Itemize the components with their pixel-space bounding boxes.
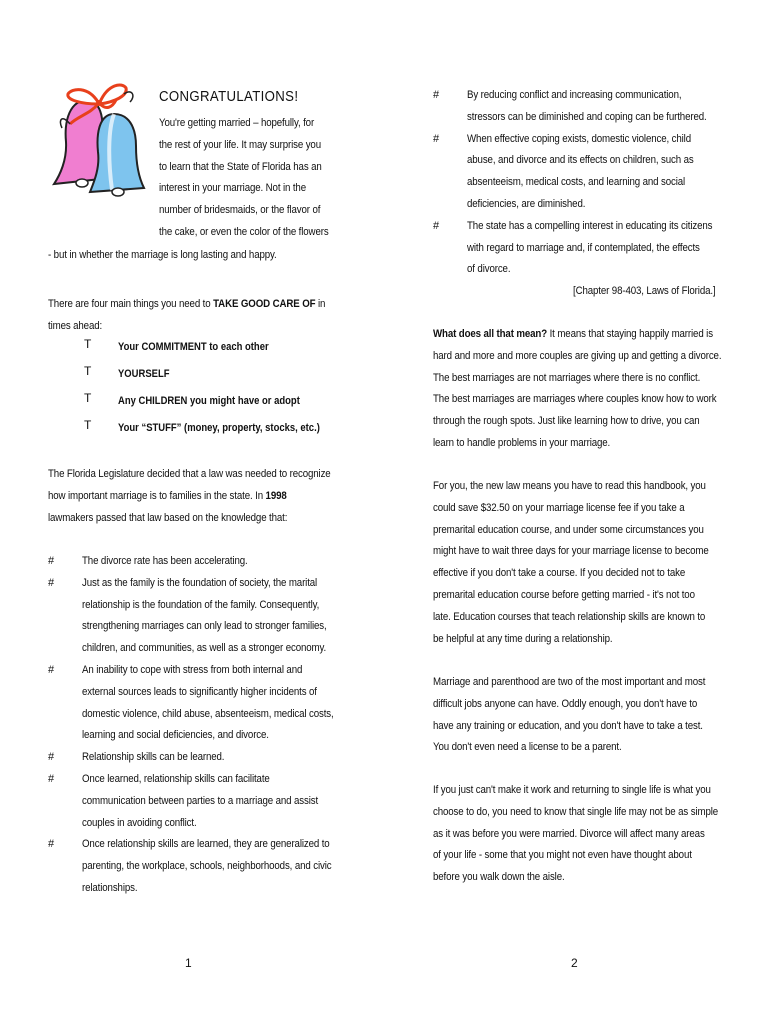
care-intro xyxy=(48,294,392,338)
bullet-marker: # xyxy=(48,838,55,851)
list-item xyxy=(48,834,378,899)
new-law-paragraph xyxy=(433,476,760,650)
list-item xyxy=(48,660,378,747)
text-span: how important marriage is to families in the state. In xyxy=(48,489,266,502)
list-item-text xyxy=(82,834,337,899)
bullet-marker: # xyxy=(48,555,55,567)
list-item xyxy=(84,364,353,391)
list-marker: T xyxy=(84,337,92,351)
text-line: The Florida Legislature decided that a law was needed to recognize xyxy=(48,468,331,480)
list-item xyxy=(433,216,763,281)
bullet-marker: # xyxy=(48,663,55,676)
list-item-text xyxy=(82,769,337,834)
text-line: as it was before you were married. Divorce will affect many areas xyxy=(433,827,705,840)
text-line: relationship is the foundation of the family. Consequently, xyxy=(82,598,320,611)
text-line: hard and more and more couples are giving up and getting a divorce. xyxy=(433,349,722,362)
list-item-label: Your COMMITMENT to each other xyxy=(118,341,269,353)
text-line: You don't even need a license to be a parent. xyxy=(433,741,622,754)
text-line: If you just can't make it work and returning to single life is what you xyxy=(433,784,711,796)
care-list xyxy=(84,337,353,445)
parenthood-paragraph xyxy=(433,672,760,759)
list-item-text xyxy=(82,551,337,573)
findings-list-continued xyxy=(433,85,763,281)
list-item xyxy=(48,551,378,573)
text-line: late. Education courses that teach relationship skills are known to xyxy=(433,610,706,623)
list-item-text xyxy=(467,129,722,216)
page-number: 2 xyxy=(571,956,578,970)
list-item xyxy=(433,129,763,216)
text-line: absenteeism, medical costs, and learning and social xyxy=(467,176,686,189)
text-line xyxy=(48,294,392,316)
list-item xyxy=(48,769,378,834)
text-line: choose to do, you need to know that single life may not be as simple xyxy=(433,805,719,818)
text-line: the rest of your life. It may surprise you xyxy=(159,138,321,151)
list-item-text xyxy=(82,573,337,660)
text-line: By reducing conflict and increasing communication, xyxy=(467,89,682,101)
legislature-paragraph xyxy=(48,464,392,529)
bullet-marker: # xyxy=(433,132,440,145)
text-line: lawmakers passed that law based on the knowledge that: xyxy=(48,511,288,524)
list-item-text xyxy=(82,747,337,769)
text-line: before you walk down the aisle. xyxy=(433,871,565,884)
text-line: learning and social deficiencies, and divorce. xyxy=(82,729,269,742)
list-item-label: YOURSELF xyxy=(118,368,170,380)
text-line: Relationship skills can be learned. xyxy=(82,751,225,764)
text-line: abuse, and divorce and its effects on children, such as xyxy=(467,154,694,167)
text-span: in xyxy=(315,298,326,310)
text-line: interest in your marriage. Not in the xyxy=(159,182,306,195)
text-line: difficult jobs anyone can have. Oddly enough, you don't have to xyxy=(433,697,698,710)
list-item xyxy=(84,391,353,418)
text-line: learn to handle problems in your marriage. xyxy=(433,436,611,449)
bold-text: 1998 xyxy=(265,489,287,502)
text-line: have any training or education, and you don't have to take a test. xyxy=(433,719,703,732)
text-line: couples in avoiding conflict. xyxy=(82,816,197,829)
text-line: communication between parties to a marriage and assist xyxy=(82,794,319,807)
text-line: Once relationship skills are learned, they are generalized to xyxy=(82,838,330,851)
page-title: CONGRATULATIONS! xyxy=(159,88,299,105)
text-line: Once learned, relationship skills can facilitate xyxy=(82,772,270,785)
text-line: The best marriages are not marriages where there is no conflict. xyxy=(433,371,701,384)
text-line xyxy=(48,486,392,508)
text-line: When effective coping exists, domestic violence, child xyxy=(467,132,691,145)
bullet-marker: # xyxy=(433,89,440,101)
text-line: to learn that the State of Florida has an xyxy=(159,160,322,173)
text-line: children, and communities, as well as a stronger economy. xyxy=(82,642,327,655)
wedding-bells-icon xyxy=(48,80,148,205)
list-marker: T xyxy=(84,418,92,432)
text-line: Marriage and parenthood are two of the most important and most xyxy=(433,676,706,688)
bullet-marker: # xyxy=(48,772,55,785)
list-marker: T xyxy=(84,364,92,378)
list-marker: T xyxy=(84,391,92,405)
text-line: times ahead: xyxy=(48,319,103,332)
intro-last-line: - but in whether the marriage is long lasting and happy. xyxy=(48,249,277,261)
bold-text: What does all that mean? xyxy=(433,328,548,340)
text-span: It means that staying happily married is xyxy=(547,328,713,340)
single-life-paragraph xyxy=(433,780,760,889)
text-line: of your life - some that you might not even have thought about xyxy=(433,849,692,862)
list-item-text xyxy=(467,216,722,281)
text-line: stressors can be diminished and coping can be furthered. xyxy=(467,110,707,123)
page-number: 1 xyxy=(185,956,192,970)
right-page xyxy=(385,0,770,1024)
citation: [Chapter 98-403, Laws of Florida.] xyxy=(573,285,716,297)
intro-paragraph xyxy=(159,113,331,244)
list-item-label: Any CHILDREN you might have or adopt xyxy=(118,395,300,407)
text-line: You're getting married – hopefully, for xyxy=(159,117,315,129)
list-item xyxy=(84,337,353,364)
bullet-marker: # xyxy=(48,576,55,589)
text-line: through the rough spots. Just like learning how to drive, you can xyxy=(433,415,700,428)
text-line: number of bridesmaids, or the flavor of xyxy=(159,204,321,217)
text-span: There are four main things you need to xyxy=(48,298,214,310)
text-line: strengthening marriages can only lead to stronger families, xyxy=(82,620,327,633)
text-line: could save $32.50 on your marriage license fee if you take a xyxy=(433,501,685,514)
text-line: An inability to cope with stress from both internal and xyxy=(82,663,303,676)
text-line: deficiencies, are diminished. xyxy=(467,197,586,210)
list-item-label: Your “STUFF” (money, property, stocks, etc.) xyxy=(118,422,320,434)
what-it-means-paragraph xyxy=(433,324,760,455)
text-line: The state has a compelling interest in educating its citizens xyxy=(467,219,713,232)
text-line: effective if you don't take a course. If you decided not to take xyxy=(433,567,686,580)
text-line: with regard to marriage and, if contemplated, the effects xyxy=(467,241,700,254)
text-line: domestic violence, child abuse, absenteeism, medical costs, xyxy=(82,707,334,720)
list-item-text xyxy=(467,85,722,129)
bullet-marker: # xyxy=(48,751,55,764)
list-item-text xyxy=(82,660,337,747)
text-line: Just as the family is the foundation of society, the marital xyxy=(82,576,318,589)
bullet-marker: # xyxy=(433,219,440,232)
list-item xyxy=(84,418,353,445)
text-line: be helpful at any time during a relationship. xyxy=(433,632,613,645)
text-line: of divorce. xyxy=(467,263,511,276)
text-line: relationships. xyxy=(82,881,138,894)
text-line: The best marriages are marriages where couples know how to work xyxy=(433,393,717,406)
list-item xyxy=(48,747,378,769)
list-item xyxy=(433,85,763,129)
text-line: premarital education course, and under some circumstances you xyxy=(433,523,704,536)
text-line: parenting, the workplace, schools, neighborhoods, and civic xyxy=(82,860,332,873)
findings-list xyxy=(48,551,378,900)
bold-text: TAKE GOOD CARE OF xyxy=(213,298,316,310)
text-line xyxy=(433,324,760,346)
text-line: For you, the new law means you have to read this handbook, you xyxy=(433,480,706,492)
text-line: might have to wait three days for your marriage license to become xyxy=(433,545,709,558)
text-line: the cake, or even the color of the flowers xyxy=(159,225,329,238)
list-item xyxy=(48,573,378,660)
text-line: premarital education course before getting married - it's not too xyxy=(433,588,695,601)
text-line: external sources leads to significantly higher incidents of xyxy=(82,685,317,698)
text-line: The divorce rate has been accelerating. xyxy=(82,555,248,567)
